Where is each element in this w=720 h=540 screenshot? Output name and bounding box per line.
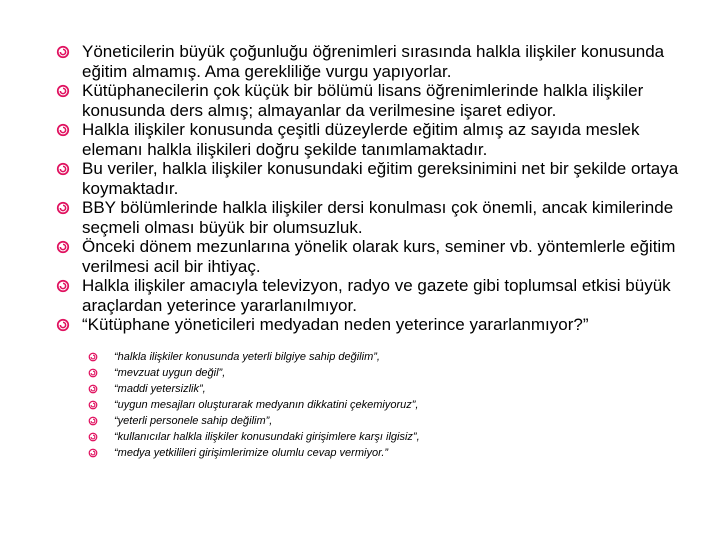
list-item-text: BBY bölümlerinde halkla ilişkiler dersi konulması çok önemli, ancak kimilerinde seçmeli olması büyük bir olumsuzluk. [82,198,674,237]
list-item [56,276,696,315]
list-item [56,159,696,198]
list-item [56,198,696,237]
list-item [56,42,696,81]
spiral-bullet-icon [56,201,70,215]
sub-list-item [88,365,702,381]
list-item-text: Kütüphanecilerin çok küçük bir bölümü lisans öğrenimlerinde halkla ilişkiler konusunda ders almış; almayanlar da verilmesine işaret ediyor. [82,81,644,120]
sub-list-item [88,397,702,413]
sub-list-item-text: “maddi yetersizlik”, [114,382,206,395]
sub-bullet-list [88,349,702,461]
spiral-bullet-icon [88,432,98,442]
sub-list-item [88,429,702,445]
list-item [56,120,696,159]
sub-list-item-text: “yeterli personele sahip değilim”, [114,414,273,427]
spiral-bullet-icon [56,84,70,98]
spiral-bullet-icon [56,279,70,293]
sub-list-item [88,445,702,461]
spiral-bullet-icon [56,162,70,176]
spiral-bullet-icon [88,384,98,394]
list-item [56,81,696,120]
list-item-text: “Kütüphane yöneticileri medyadan neden yeterince yararlanmıyor?” [82,315,589,334]
sub-list-item-text: “uygun mesajları oluşturarak medyanın dikkatini çekemiyoruz”, [114,398,419,411]
list-item-text: Halkla ilişkiler amacıyla televizyon, radyo ve gazete gibi toplumsal etkisi büyük araçlardan yeterince yararlanılmıyor. [82,276,671,315]
spiral-bullet-icon [56,123,70,137]
list-item-text: Halkla ilişkiler konusunda çeşitli düzeylerde eğitim almış az sayıda meslek elemanı halkla ilişkileri doğru şekilde tanımlamaktadır. [82,120,640,159]
sub-list-item-text: “kullanıcılar halkla ilişkiler konusundaki girişimlere karşı ilgisiz”, [114,430,420,443]
sub-list-item-text: “medya yetkilileri girişimlerimize olumlu cevap vermiyor.” [114,446,389,459]
sub-list-item-text: “halkla ilişkiler konusunda yeterli bilgiye sahip değilim”, [114,350,380,363]
main-bullet-list [56,42,696,461]
spiral-bullet-icon [88,400,98,410]
sub-list-item [88,381,702,397]
list-item [56,315,696,461]
list-item [56,237,696,276]
spiral-bullet-icon [56,45,70,59]
list-item-text: Bu veriler, halkla ilişkiler konusundaki eğitim gereksinimini net bir şekilde ortaya koymaktadır. [82,159,679,198]
spiral-bullet-icon [56,240,70,254]
sub-list-item [88,413,702,429]
list-item-text: Önceki dönem mezunlarına yönelik olarak kurs, seminer vb. yöntemlerle eğitim verilmesi acil bir ihtiyaç. [82,237,676,276]
spiral-bullet-icon [88,352,98,362]
sub-list-item [88,349,702,365]
spiral-bullet-icon [88,368,98,378]
spiral-bullet-icon [56,318,70,332]
spiral-bullet-icon [88,416,98,426]
spiral-bullet-icon [88,448,98,458]
list-item-text: Yöneticilerin büyük çoğunluğu öğrenimleri sırasında halkla ilişkiler konusunda eğitim almamış. Ama gerekliliğe vurgu yapıyorlar. [82,42,665,81]
sub-list-item-text: “mevzuat uygun değil”, [114,366,226,379]
